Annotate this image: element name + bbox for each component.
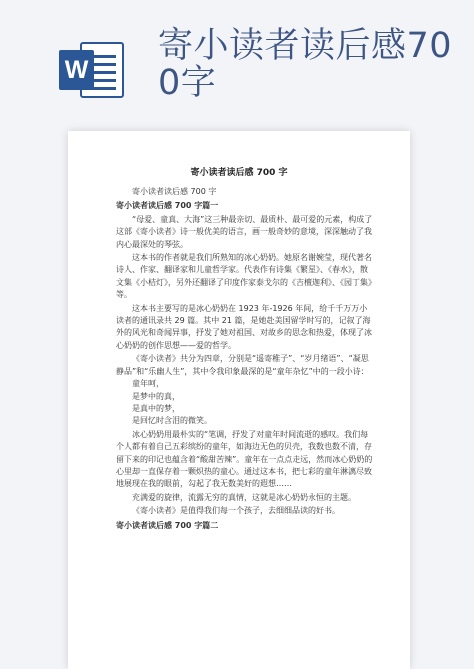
paragraph: 《寄小读者》是值得我们每一个孩子，去细细品读的好书。	[132, 506, 340, 516]
poem-line: 是真中的梦，	[132, 403, 180, 413]
document-subtitle: 寄小读者读后感 700 字	[132, 187, 217, 196]
paragraph: 《寄小读者》共分为四章，分别是“遥寄稚子”、“岁月绪语”、“凝思静品”和“乐幽人生”，其中令我印象最深的是“童年杂忆”中的一段小诗：	[116, 354, 369, 376]
paragraph: 冰心奶奶用最朴实的“笔调，抒发了对童年时间流逝的感叹。我们每个人都有着自己五彩缤纷的童年，如海边无色的贝壳，我数也数不清，存留下来的印记也蕴含着“酸甜苦辣”。童年在一点点走远，然而冰心奶奶的心里却一直保存着一颗炽热的童心。通过这本书，把七彩的童年淋漓尽致地展现在我的眼前，勾起了我无数美好的遐想……	[116, 429, 373, 489]
poem-line: 是回忆时含泪的微笑。	[132, 416, 212, 426]
page-title: 寄小读者读后感700字	[158, 26, 453, 103]
section-heading-1: 寄小读者读后感 700 字篇一	[116, 201, 219, 211]
paragraph: 充满爱的旋律，流露无穷的真情，这就是冰心奶奶永恒的主题。	[132, 492, 356, 502]
paragraph: 这本书主要写的是冰心奶奶在 1923 年-1926 年间，给千千万万小读者的通讯录共 29 篇。其中 21 篇，是她赴美国留学时写的，记叙了海外的风光和奇闻异事，抒发了她对祖国、对故乡的思念和热爱，体现了冰心奶奶的创作思想——爱的哲学。	[116, 303, 372, 350]
document-body	[116, 186, 374, 532]
document-title: 寄小读者读后感 700 字	[190, 168, 288, 178]
poem-line: 是梦中的真，	[132, 391, 180, 401]
poem-line: 童年呵，	[132, 379, 164, 389]
svg-text:W: W	[64, 56, 89, 84]
section-heading-2: 寄小读者读后感 700 字篇二	[116, 520, 219, 530]
document-page	[68, 131, 410, 669]
paragraph: “母爱、童真、大海”这三种最亲切、最质朴、最可爱的元素，构成了这部《寄小读者》诗一般优美的语言，画一般奇妙的意境，深深触动了我内心最深处的琴弦。	[116, 214, 373, 249]
paragraph: 这本书的作者就是我们所熟知的冰心奶奶。她原名谢婉莹，现代著名诗人、作家、翻译家和儿童哲学家。代表作有诗集《繁星》、《春水》，散文集《小桔灯》，另外还翻译了印度作家泰戈尔的《吉檀迦利》、《园丁集》等。	[116, 253, 372, 300]
header	[0, 0, 474, 120]
word-document-icon	[59, 41, 127, 99]
